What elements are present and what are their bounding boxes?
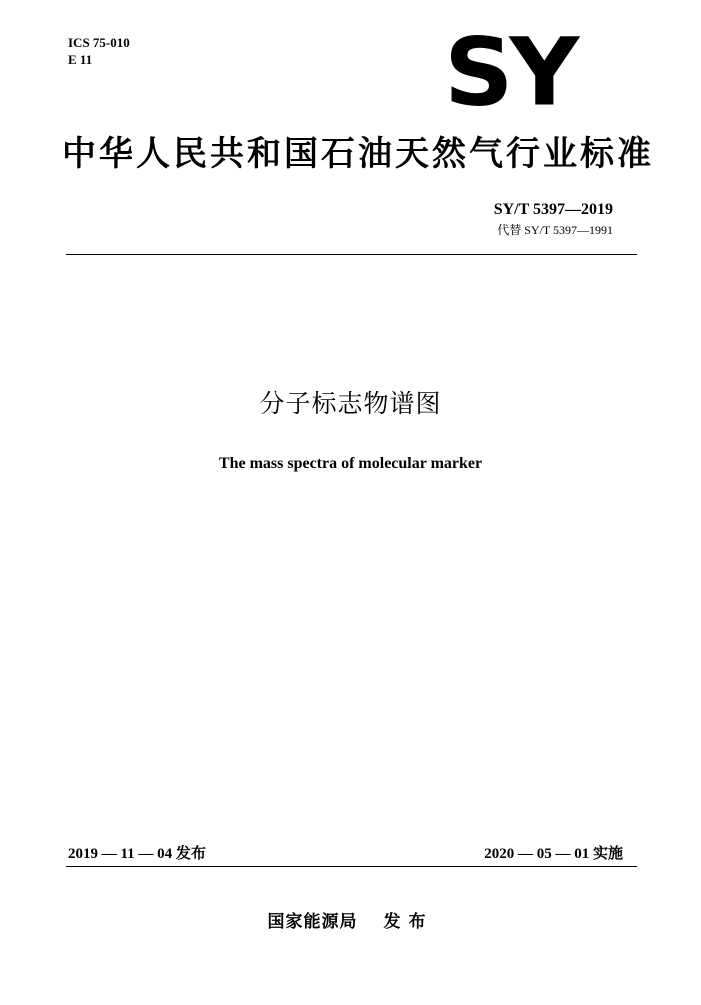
- standard-number: SY/T 5397—2019: [493, 201, 613, 218]
- sy-logo: SY: [444, 17, 576, 127]
- publisher-action: 发布: [383, 912, 434, 932]
- document-title-english: The mass spectra of molecular marker: [218, 455, 483, 472]
- publisher-line: [0, 910, 701, 934]
- issue-date: 2019 — 11 — 04 发布: [68, 846, 206, 862]
- classification-block: [68, 34, 130, 68]
- bottom-divider: [66, 866, 637, 867]
- top-divider: [66, 254, 637, 255]
- industry-standard-title: 中华人民共和国石油天然气行业标准: [62, 134, 654, 174]
- publisher-name: 国家能源局: [267, 912, 358, 932]
- replaces-standard: 代替 SY/T 5397—1991: [497, 223, 613, 237]
- ccs-code: E 11: [68, 52, 93, 67]
- ics-code: ICS 75-010: [68, 35, 130, 50]
- document-title-chinese: 分子标志物谱图: [259, 389, 442, 418]
- implementation-date: 2020 — 05 — 01 实施: [484, 846, 623, 862]
